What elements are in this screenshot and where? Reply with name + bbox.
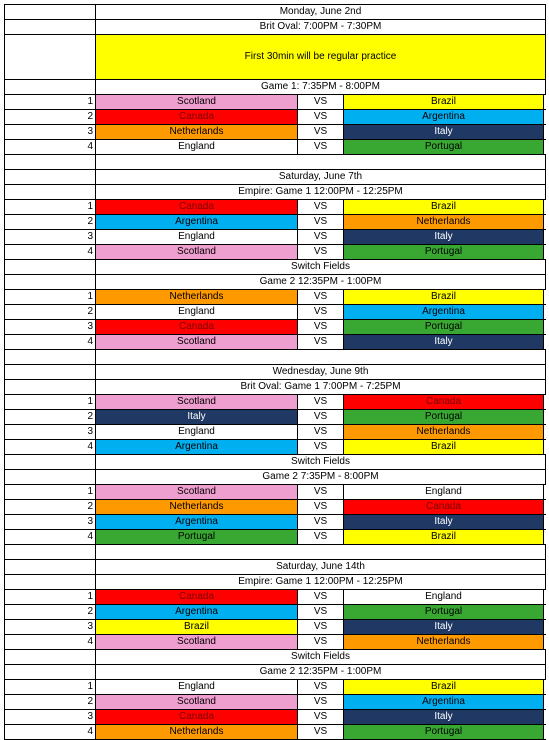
sheet-row (4, 19, 546, 34)
section-header-cell[interactable]: Saturday, June 14th (95, 560, 546, 574)
row-number-cell[interactable]: 4 (4, 140, 95, 154)
vs-cell[interactable]: VS (297, 320, 343, 334)
sheet-row (4, 409, 546, 424)
home-team-cell[interactable]: Scotland (95, 635, 297, 649)
home-team-cell[interactable]: Scotland (95, 485, 297, 499)
sheet-row (4, 214, 546, 229)
row-number-cell[interactable]: 4 (4, 245, 95, 259)
home-team-cell[interactable]: Netherlands (95, 290, 297, 304)
row-number-cell[interactable] (4, 20, 95, 34)
sheet-row (4, 454, 546, 469)
practice-note-cell[interactable]: First 30min will be regular practice (95, 35, 546, 79)
sheet-row (4, 364, 546, 379)
vs-cell[interactable]: VS (297, 125, 343, 139)
row-number-cell[interactable] (4, 470, 95, 484)
blank-cell[interactable] (95, 545, 546, 559)
row-number-cell[interactable] (4, 380, 95, 394)
home-team-cell[interactable]: Scotland (95, 245, 297, 259)
row-number-cell[interactable]: 3 (4, 515, 95, 529)
row-number-cell[interactable]: 2 (4, 215, 95, 229)
row-number-cell[interactable]: 2 (4, 410, 95, 424)
away-team-cell[interactable]: Portugal (343, 605, 544, 619)
sheet-row (4, 289, 546, 304)
away-team-cell[interactable]: Brazil (343, 290, 544, 304)
vs-cell[interactable]: VS (297, 395, 343, 409)
row-number-cell[interactable] (4, 365, 95, 379)
vs-cell[interactable]: VS (297, 245, 343, 259)
sheet-row (4, 709, 546, 724)
row-number-cell[interactable] (4, 650, 95, 664)
sheet-row (4, 529, 546, 544)
sheet-row (4, 379, 546, 394)
vs-cell[interactable]: VS (297, 425, 343, 439)
section-header-cell[interactable]: Saturday, June 7th (95, 170, 546, 184)
row-number-cell[interactable] (4, 260, 95, 274)
row-number-cell[interactable] (4, 455, 95, 469)
row-number-cell[interactable]: 4 (4, 725, 95, 739)
home-team-cell[interactable]: Brazil (95, 620, 297, 634)
row-number-cell[interactable]: 1 (4, 290, 95, 304)
section-header-cell[interactable]: Brit Oval: 7:00PM - 7:30PM (95, 20, 546, 34)
vs-cell[interactable]: VS (297, 440, 343, 454)
sheet-row (4, 634, 546, 649)
sheet-row (4, 649, 546, 664)
away-team-cell[interactable]: Brazil (343, 95, 544, 109)
vs-cell[interactable]: VS (297, 605, 343, 619)
row-number-cell[interactable] (4, 665, 95, 679)
home-team-cell[interactable]: England (95, 305, 297, 319)
vs-cell[interactable]: VS (297, 200, 343, 214)
row-number-cell[interactable]: 2 (4, 110, 95, 124)
vs-cell[interactable]: VS (297, 410, 343, 424)
sheet-row (4, 439, 546, 454)
row-number-cell[interactable] (4, 350, 95, 364)
row-number-cell[interactable] (4, 5, 95, 19)
vs-cell[interactable]: VS (297, 515, 343, 529)
row-number-cell[interactable]: 1 (4, 590, 95, 604)
away-team-cell[interactable]: Italy (343, 620, 544, 634)
away-team-cell[interactable]: Portugal (343, 320, 544, 334)
sheet-row (4, 34, 546, 79)
row-number-cell[interactable] (4, 545, 95, 559)
sheet-row (4, 169, 546, 184)
home-team-cell[interactable]: Portugal (95, 530, 297, 544)
away-team-cell[interactable]: Portugal (343, 410, 544, 424)
row-number-cell[interactable]: 1 (4, 95, 95, 109)
sheet-row (4, 559, 546, 574)
home-team-cell[interactable]: Netherlands (95, 125, 297, 139)
home-team-cell[interactable]: England (95, 425, 297, 439)
sheet-row (4, 334, 546, 349)
away-team-cell[interactable]: Canada (343, 395, 544, 409)
away-team-cell[interactable]: England (343, 485, 544, 499)
vs-cell[interactable]: VS (297, 620, 343, 634)
vs-cell[interactable]: VS (297, 140, 343, 154)
section-header-cell[interactable]: Game 2 12:35PM - 1:00PM (95, 275, 546, 289)
sheet-row (4, 109, 546, 124)
section-header-cell[interactable]: Switch Fields (95, 455, 546, 469)
row-number-cell[interactable]: 1 (4, 485, 95, 499)
sheet-row (4, 679, 546, 694)
sheet-row (4, 724, 546, 740)
section-header-cell[interactable]: Game 2 12:35PM - 1:00PM (95, 665, 546, 679)
sheet-row (4, 484, 546, 499)
home-team-cell[interactable]: Italy (95, 410, 297, 424)
row-number-cell[interactable]: 3 (4, 125, 95, 139)
home-team-cell[interactable]: Scotland (95, 695, 297, 709)
vs-cell[interactable]: VS (297, 500, 343, 514)
row-number-cell[interactable]: 3 (4, 620, 95, 634)
home-team-cell[interactable]: Argentina (95, 215, 297, 229)
home-team-cell[interactable]: Canada (95, 200, 297, 214)
row-number-cell[interactable]: 2 (4, 605, 95, 619)
away-team-cell[interactable]: Italy (343, 335, 544, 349)
sheet-row (4, 664, 546, 679)
away-team-cell[interactable]: Canada (343, 500, 544, 514)
vs-cell[interactable]: VS (297, 710, 343, 724)
row-number-cell[interactable] (4, 560, 95, 574)
row-number-cell[interactable]: 4 (4, 335, 95, 349)
row-number-cell[interactable] (4, 170, 95, 184)
away-team-cell[interactable]: Brazil (343, 200, 544, 214)
away-team-cell[interactable]: Portugal (343, 245, 544, 259)
sheet-row (4, 604, 546, 619)
row-number-cell[interactable]: 1 (4, 395, 95, 409)
section-header-cell[interactable]: Game 1: 7:35PM - 8:00PM (95, 80, 546, 94)
row-number-cell[interactable] (4, 275, 95, 289)
away-team-cell[interactable]: Brazil (343, 530, 544, 544)
away-team-cell[interactable]: Italy (343, 710, 544, 724)
row-number-cell[interactable] (4, 575, 95, 589)
away-team-cell[interactable]: Argentina (343, 110, 544, 124)
home-team-cell[interactable]: Argentina (95, 440, 297, 454)
sheet-row (4, 94, 546, 109)
home-team-cell[interactable]: Argentina (95, 605, 297, 619)
row-number-cell[interactable]: 4 (4, 530, 95, 544)
vs-cell[interactable]: VS (297, 695, 343, 709)
home-team-cell[interactable]: Argentina (95, 515, 297, 529)
sheet-row (4, 184, 546, 199)
row-number-cell[interactable]: 2 (4, 305, 95, 319)
away-team-cell[interactable]: Italy (343, 125, 544, 139)
sheet-row (4, 574, 546, 589)
sheet-row (4, 589, 546, 604)
section-header-cell[interactable]: Game 2 7:35PM - 8:00PM (95, 470, 546, 484)
sheet-row (4, 4, 546, 19)
row-number-cell[interactable]: 1 (4, 200, 95, 214)
vs-cell[interactable]: VS (297, 335, 343, 349)
sheet-row (4, 469, 546, 484)
section-header-cell[interactable]: Switch Fields (95, 650, 546, 664)
sheet-row (4, 244, 546, 259)
home-team-cell[interactable]: Scotland (95, 335, 297, 349)
away-team-cell[interactable]: Netherlands (343, 635, 544, 649)
section-header-cell[interactable]: Brit Oval: Game 1 7:00PM - 7:25PM (95, 380, 546, 394)
row-number-cell[interactable] (4, 185, 95, 199)
sheet-row (4, 694, 546, 709)
sheet-row (4, 349, 546, 364)
vs-cell[interactable]: VS (297, 680, 343, 694)
row-number-cell[interactable]: 3 (4, 320, 95, 334)
away-team-cell[interactable]: Italy (343, 515, 544, 529)
home-team-cell[interactable]: Canada (95, 590, 297, 604)
vs-cell[interactable]: VS (297, 95, 343, 109)
sheet-row (4, 124, 546, 139)
vs-cell[interactable]: VS (297, 635, 343, 649)
away-team-cell[interactable]: Brazil (343, 680, 544, 694)
row-number-cell[interactable]: 3 (4, 710, 95, 724)
row-number-cell[interactable]: 1 (4, 680, 95, 694)
section-header-cell[interactable]: Empire: Game 1 12:00PM - 12:25PM (95, 575, 546, 589)
home-team-cell[interactable]: Canada (95, 110, 297, 124)
vs-cell[interactable]: VS (297, 305, 343, 319)
sheet-row (4, 199, 546, 214)
home-team-cell[interactable]: Scotland (95, 395, 297, 409)
home-team-cell[interactable]: England (95, 140, 297, 154)
vs-cell[interactable]: VS (297, 230, 343, 244)
sheet-row (4, 619, 546, 634)
away-team-cell[interactable]: Brazil (343, 440, 544, 454)
row-number-cell[interactable]: 2 (4, 695, 95, 709)
away-team-cell[interactable]: Portugal (343, 140, 544, 154)
away-team-cell[interactable]: Argentina (343, 695, 544, 709)
vs-cell[interactable]: VS (297, 485, 343, 499)
blank-cell[interactable] (95, 155, 546, 169)
blank-cell[interactable] (95, 350, 546, 364)
row-number-cell[interactable]: 3 (4, 230, 95, 244)
row-number-cell[interactable] (4, 155, 95, 169)
vs-cell[interactable]: VS (297, 290, 343, 304)
home-team-cell[interactable]: Netherlands (95, 500, 297, 514)
section-header-cell[interactable]: Switch Fields (95, 260, 546, 274)
sheet-row (4, 259, 546, 274)
vs-cell[interactable]: VS (297, 110, 343, 124)
sheet-row (4, 394, 546, 409)
sheet-row (4, 304, 546, 319)
away-team-cell[interactable]: Argentina (343, 305, 544, 319)
away-team-cell[interactable]: Netherlands (343, 215, 544, 229)
row-number-cell[interactable] (4, 35, 95, 79)
vs-cell[interactable]: VS (297, 530, 343, 544)
away-team-cell[interactable]: Netherlands (343, 425, 544, 439)
row-number-cell[interactable]: 4 (4, 440, 95, 454)
sheet-row (4, 424, 546, 439)
section-header-cell[interactable]: Empire: Game 1 12:00PM - 12:25PM (95, 185, 546, 199)
row-number-cell[interactable]: 4 (4, 635, 95, 649)
sheet-row (4, 319, 546, 334)
away-team-cell[interactable]: England (343, 590, 544, 604)
sheet-row (4, 139, 546, 154)
row-number-cell[interactable]: 3 (4, 425, 95, 439)
vs-cell[interactable]: VS (297, 725, 343, 739)
home-team-cell[interactable]: Scotland (95, 95, 297, 109)
vs-cell[interactable]: VS (297, 590, 343, 604)
row-number-cell[interactable] (4, 80, 95, 94)
home-team-cell[interactable]: England (95, 230, 297, 244)
home-team-cell[interactable]: Canada (95, 710, 297, 724)
sheet-row (4, 544, 546, 559)
sheet-row (4, 499, 546, 514)
section-header-cell[interactable]: Monday, June 2nd (95, 5, 546, 19)
sheet-row (4, 274, 546, 289)
home-team-cell[interactable]: Netherlands (95, 725, 297, 739)
away-team-cell[interactable]: Italy (343, 230, 544, 244)
section-header-cell[interactable]: Wednesday, June 9th (95, 365, 546, 379)
home-team-cell[interactable]: England (95, 680, 297, 694)
sheet-row (4, 154, 546, 169)
sheet-row (4, 79, 546, 94)
home-team-cell[interactable]: Canada (95, 320, 297, 334)
sheet-row (4, 229, 546, 244)
away-team-cell[interactable]: Portugal (343, 725, 544, 739)
row-number-cell[interactable]: 2 (4, 500, 95, 514)
vs-cell[interactable]: VS (297, 215, 343, 229)
schedule-sheet (4, 4, 546, 740)
sheet-row (4, 514, 546, 529)
